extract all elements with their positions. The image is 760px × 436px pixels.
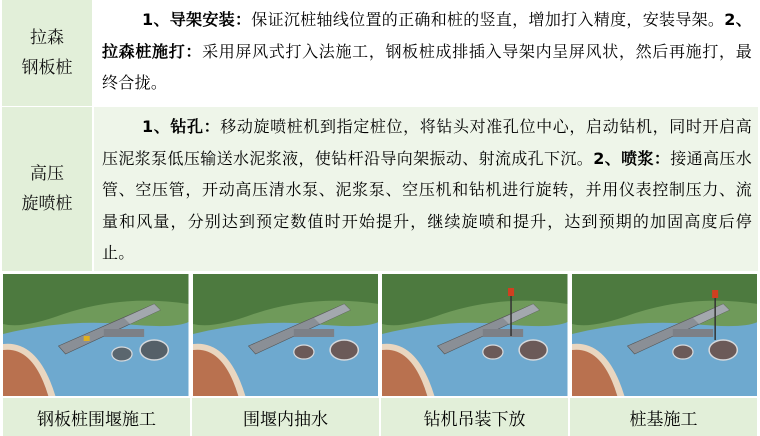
row-label-line1: 拉森: [30, 28, 64, 48]
construction-method-table: [2, 0, 758, 271]
construction-image-strip: [3, 274, 757, 396]
construction-render-3: [382, 274, 568, 396]
row-label-line2: 旋喷桩: [21, 194, 73, 214]
step2-text: 接通高压水管、空压管，开动高压清水泵、泥浆泵、空压机和钻机进行旋转，并用仪表控制压力、流量和风量，分别达到预定数值时开始提升，继续旋喷和提升，达到预期的加固高度后停止。: [102, 148, 752, 262]
row-label-line1: 高压: [30, 164, 64, 184]
caption-cell: 钻机吊装下放: [381, 398, 568, 436]
row-description: [94, 107, 758, 271]
step1-number: 1、: [142, 117, 171, 136]
step1-text: 移动旋喷桩机到指定桩位，将钻头对准孔位中心，启动钻机，同时开启高压泥浆泵低压输送水泥浆液，使钻杆沿导向架振动、射流成孔下沉。: [102, 117, 752, 168]
row-description: [94, 0, 758, 106]
step1-text: 保证沉桩轴线位置的正确和桩的竖直，增加打入精度，安装导架。: [251, 10, 725, 29]
step1-number: 1、: [142, 10, 170, 29]
construction-render-1: [3, 274, 189, 396]
step2-text: 采用屏风式打入法施工，钢板桩成排插入导架内呈屏风状，然后再施打，最终合拢。: [102, 41, 752, 92]
caption-cell: 桩基施工: [570, 398, 757, 436]
table-row-larsen: [2, 0, 758, 106]
step2-number: 2、: [593, 148, 622, 168]
step1-title: 导架安装：: [169, 10, 252, 29]
caption-row: [3, 398, 757, 436]
step1-title: 钻孔：: [170, 117, 221, 136]
step2-title: 喷浆：: [621, 148, 671, 168]
table-row-jet-grouting: [2, 107, 758, 271]
construction-render-2: [193, 274, 379, 396]
construction-render-4: [572, 274, 758, 396]
caption-cell: 围堰内抽水: [192, 398, 379, 436]
row-label: [2, 107, 94, 271]
step2-number: 2、: [724, 10, 752, 29]
caption-cell: 钢板桩围堰施工: [3, 398, 190, 436]
row-label: [2, 0, 94, 106]
step2-title: 拉森桩施打：: [102, 41, 203, 61]
row-label-line2: 钢板桩: [21, 58, 73, 78]
